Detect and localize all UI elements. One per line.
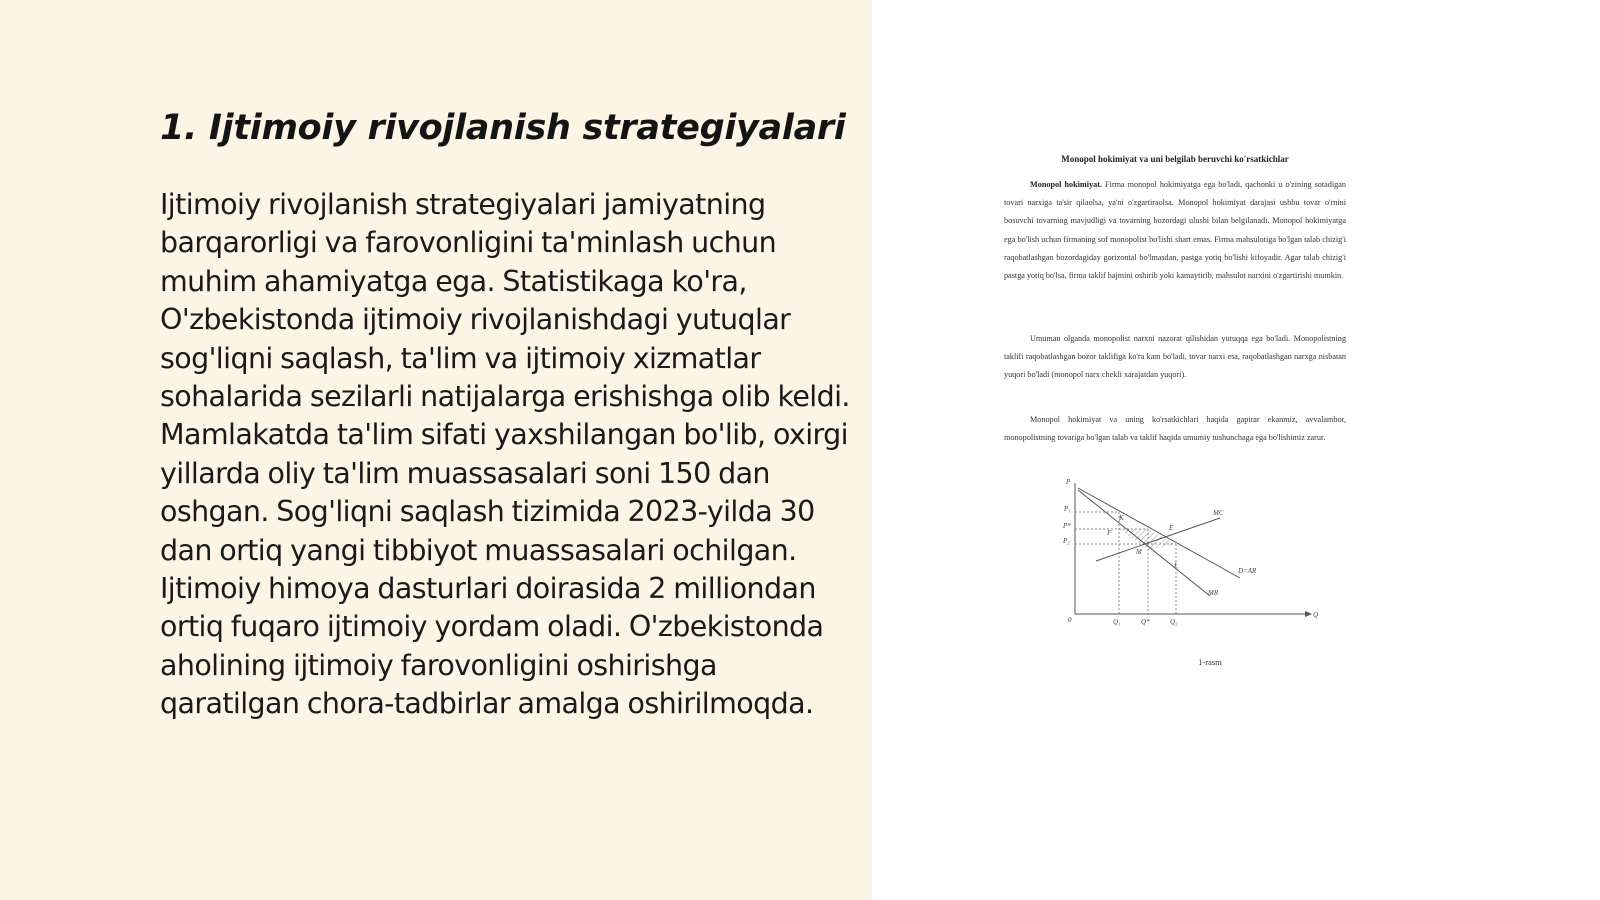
document-paragraph-1 <box>1004 176 1346 285</box>
label-mc: MC <box>1213 509 1224 517</box>
slide-image-panel <box>872 0 1600 900</box>
label-q2: Q₂ <box>1170 618 1178 626</box>
label-q-axis: Q <box>1313 611 1319 619</box>
label-origin: 0 <box>1068 616 1072 624</box>
document-paragraph-1-lead: Monopol hokimiyat. <box>1030 180 1102 189</box>
document-heading: Monopol hokimiyat va uni belgilab beruvchi ko'rsatkichlar <box>1061 154 1289 164</box>
label-q1: Q₁ <box>1113 618 1121 626</box>
label-demand: D=AR <box>1238 567 1257 575</box>
hatched-area <box>1119 529 1176 550</box>
label-p1: P₁ <box>1064 505 1071 513</box>
label-f: F <box>1107 529 1112 537</box>
slide-body-text: Ijtimoiy rivojlanish strategiyalari jamiyatning barqarorligi va farovonligini ta'minlash uchun muhim ahamiyatga ega. Statistikaga ko'ra, O'zbekistonda ijtimoiy rivojlanishdagi yutuqlar sog'liqni saqlash, ta'lim va ijtimoiy xizmatlar sohalarida sezilarli natijalarga erishishga olib keldi. Mamlakatda ta'lim sifati yaxshilangan bo'lib, oxirgi yillarda oliy ta'lim muassasalari soni 150 dan oshgan. Sog'liqni saqlash tizimida 2023-yilda 30 dan ortiq yangi tibbiyot muassasalari ochilgan. Ijtimoiy himoya dasturlari doirasida 2 milliondan ortiq fuqaro ijtimoiy yordam oladi. O'zbekistonda aholining ijtimoiy farovonligini oshirishga qaratilgan chora-tadbirlar amalga oshirilmoqda. <box>160 188 850 721</box>
figure-caption: 1-rasm <box>1198 657 1222 667</box>
label-k: K <box>1119 514 1124 522</box>
label-mr: MR <box>1208 589 1219 597</box>
monopoly-diagram <box>1050 478 1320 638</box>
document-paragraph-1-text: Firma monopol hokimiyatga ega bo'ladi, qachonki u o'zining sotadigan tovari narxiga ta'sir qilaolsa, ya'ni o'zgartiraolsa. Monopol hokimiyat darajasi ushbu tovar o'rnini bosuvchi tovarning mavjudligi va tovarning bozordagi ulushi bilan belgilanadi. Monopol hokimiyatga ega bo'lish uchun firmaning sof monopolist bo'lishi shart emas. Firma mahsulotiga bo'lgan talab chizig'i raqobatlashgan bozordagiday gorizontal bo'lmasdan, pastga yotiq bo'lishi kifoyadir. Agar talab chizig'i pastga yotiq bo'lsa, firma taklif hajmini oshirib yoki kamaytirib, mahsulot narxini o'zgartirishi mumkin. <box>1004 180 1346 281</box>
label-e: E <box>1169 524 1174 532</box>
label-p-axis: P <box>1066 478 1071 486</box>
label-m: M <box>1136 548 1142 556</box>
slide-title: 1. Ijtimoiy rivojlanish strategiyalari <box>160 108 846 148</box>
document-paragraph-3: Monopol hokimiyat va uning ko'rsatkichlari haqida gapirar ekanmiz, avvalambor, monopolistning tovariga bo'lgan talab va taklif haqida umumiy tushunchaga ega bo'lishimiz zarur. <box>1004 415 1346 443</box>
label-p2: P₂ <box>1063 537 1070 545</box>
label-qstar: Q* <box>1141 618 1150 626</box>
document-paragraph-2: Umuman olganda monopolist narxni nazorat qilishidan yutuqqa ega bo'ladi. Monopolistning taklifi raqobatlashgan bozor taklifiga ko'ra kam bo'ladi, tovar narxi esa, raqobatlashgan narxga nisbatan yuqori bo'ladi (monopol narx chekli xarajatdan yuqori). <box>1004 334 1346 380</box>
axis-q-arrow <box>1305 611 1312 617</box>
demand-curve <box>1078 488 1240 578</box>
mr-curve <box>1078 490 1210 596</box>
label-pstar: P* <box>1063 522 1071 530</box>
label-l: L <box>1174 562 1178 570</box>
